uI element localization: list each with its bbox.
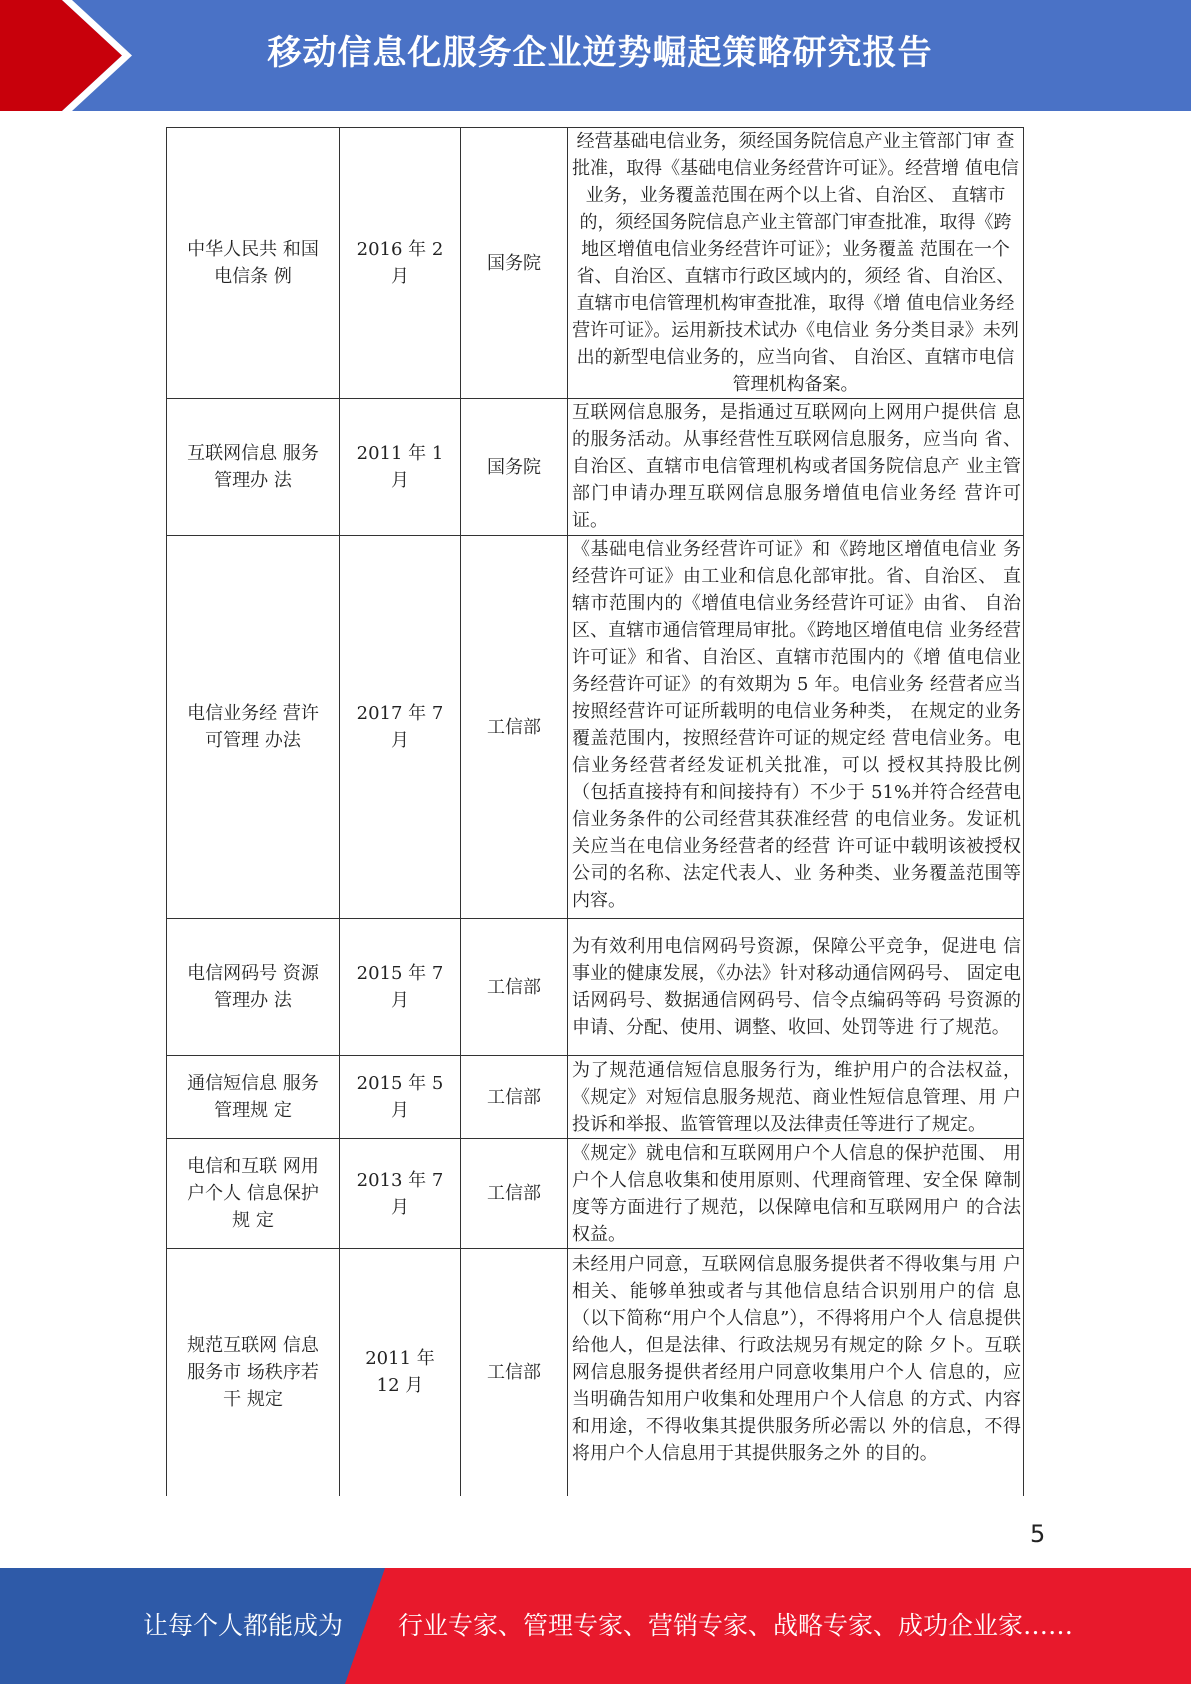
regulation-date: 2013 年 7 月 [340, 1139, 461, 1249]
regulation-date: 2011 年 1 月 [340, 399, 461, 536]
footer-slogan-right: 行业专家、管理专家、营销专家、战略专家、成功企业家…… [398, 1611, 1074, 1640]
regulation-issuer: 工信部 [461, 1056, 568, 1139]
table-row [167, 1056, 1024, 1139]
regulation-date: 2016 年 2 月 [340, 128, 461, 399]
footer-slogan-left: 让每个人都能成为 [143, 1611, 344, 1640]
regulation-name: 通信短信息 服务管理规 定 [167, 1056, 340, 1139]
regulation-description: 经营基础电信业务，须经国务院信息产业主管部门审 查批准，取得《基础电信业务经营许可证》。经营增 值电信业务，业务覆盖范围在两个以上省、自治区、 直辖市的，须经国务院信息产业主管部门审查批准，取得《跨地区增值电信业务经营许可证》；业务覆盖 范围在一个省、自治区、直辖市行政区域内的，须经 省、自治区、直辖市电信管理机构审查批准，取得《增 值电信业务经营许可证》。运用新技术试办《电信业 务分类目录》未列出的新型电信业务的，应当向省、 自治区、直辖市电信管理机构备案。 [568, 128, 1024, 399]
regulation-date: 2015 年 5 月 [340, 1056, 461, 1139]
regulation-issuer: 工信部 [461, 536, 568, 919]
regulation-description: 为了规范通信短信息服务行为，维护用户的合法权益，《规定》对短信息服务规范、商业性短信息管理、用 户投诉和举报、监管管理以及法律责任等进行了规定。 [568, 1056, 1024, 1139]
regulation-name: 电信和互联 网用户个人 信息保护规 定 [167, 1139, 340, 1249]
regulation-name: 电信业务经 营许可管理 办法 [167, 536, 340, 919]
header-chevron-logo [0, 0, 150, 111]
table-row [167, 1139, 1024, 1249]
regulation-issuer: 国务院 [461, 128, 568, 399]
regulation-date: 2015 年 7 月 [340, 919, 461, 1056]
regulation-issuer: 工信部 [461, 1249, 568, 1496]
regulation-issuer: 工信部 [461, 1139, 568, 1249]
regulation-name: 中华人民共 和国电信条 例 [167, 128, 340, 399]
page-header [0, 0, 1191, 111]
regulation-description: 《基础电信业务经营许可证》和《跨地区增值电信业 务经营许可证》由工业和信息化部审批。省、自治区、 直辖市范围内的《增值电信业务经营许可证》由省、 自治区、直辖市通信管理局审批。《跨地区增值电信 业务经营许可证》和省、自治区、直辖市范围内的《增 值电信业务经营许可证》的有效期为 5 年。电信业务 经营者应当按照经营许可证所载明的电信业务种类， 在规定的业务覆盖范围内，按照经营许可证的规定经 营电信业务。电信业务经营者经发证机关批准，可以 授权其持股比例（包括直接持有和间接持有）不少于 51%并符合经营电信业务条件的公司经营其获准经营 的电信业务。发证机关应当在电信业务经营者的经营 许可证中载明该被授权公司的名称、法定代表人、业 务种类、业务覆盖范围等内容。 [568, 536, 1024, 919]
regulation-name: 规范互联网 信息服务市 场秩序若干 规定 [167, 1249, 340, 1496]
table-row [167, 536, 1024, 919]
table-row [167, 399, 1024, 536]
regulation-issuer: 国务院 [461, 399, 568, 536]
regulation-date: 2011 年 12 月 [340, 1249, 461, 1496]
report-title: 移动信息化服务企业逆势崛起策略研究报告 [267, 33, 933, 73]
table-row [167, 1249, 1024, 1496]
regulation-name: 电信网码号 资源管理办 法 [167, 919, 340, 1056]
regulation-description: 互联网信息服务，是指通过互联网向上网用户提供信 息的服务活动。从事经营性互联网信息服务，应当向 省、自治区、直辖市电信管理机构或者国务院信息产 业主管部门申请办理互联网信息服务增值电信业务经 营许可证。 [568, 399, 1024, 536]
regulation-description: 为有效利用电信网码号资源，保障公平竞争，促进电 信事业的健康发展，《办法》针对移动通信网码号、 固定电话网码号、数据通信网码号、信令点编码等码 号资源的申请、分配、使用、调整、收回、处罚等进 行了规范。 [568, 919, 1024, 1056]
table-row [167, 919, 1024, 1056]
table-row [167, 128, 1024, 399]
regulation-description: 未经用户同意，互联网信息服务提供者不得收集与用 户相关、能够单独或者与其他信息结合识别用户的信 息（以下简称“用户个人信息”），不得将用户个人 信息提供给他人，但是法律、行政法规另有规定的除 夕卜。互联网信息服务提供者经用户同意收集用户个人 信息的，应当明确告知用户收集和处理用户个人信息 的方式、内容和用途，不得收集其提供服务所必需以 外的信息，不得将用户个人信息用于其提供服务之外 的目的。 [568, 1249, 1024, 1496]
regulations-table [166, 127, 1024, 1496]
page-footer [0, 1568, 1191, 1684]
regulation-date: 2017 年 7 月 [340, 536, 461, 919]
regulation-issuer: 工信部 [461, 919, 568, 1056]
page-number: 5 [1030, 1520, 1046, 1548]
regulation-name: 互联网信息 服务管理办 法 [167, 399, 340, 536]
regulation-description: 《规定》就电信和互联网用户个人信息的保护范围、 用户个人信息收集和使用原则、代理商管理、安全保 障制度等方面进行了规范，以保障电信和互联网用户 的合法权益。 [568, 1139, 1024, 1249]
